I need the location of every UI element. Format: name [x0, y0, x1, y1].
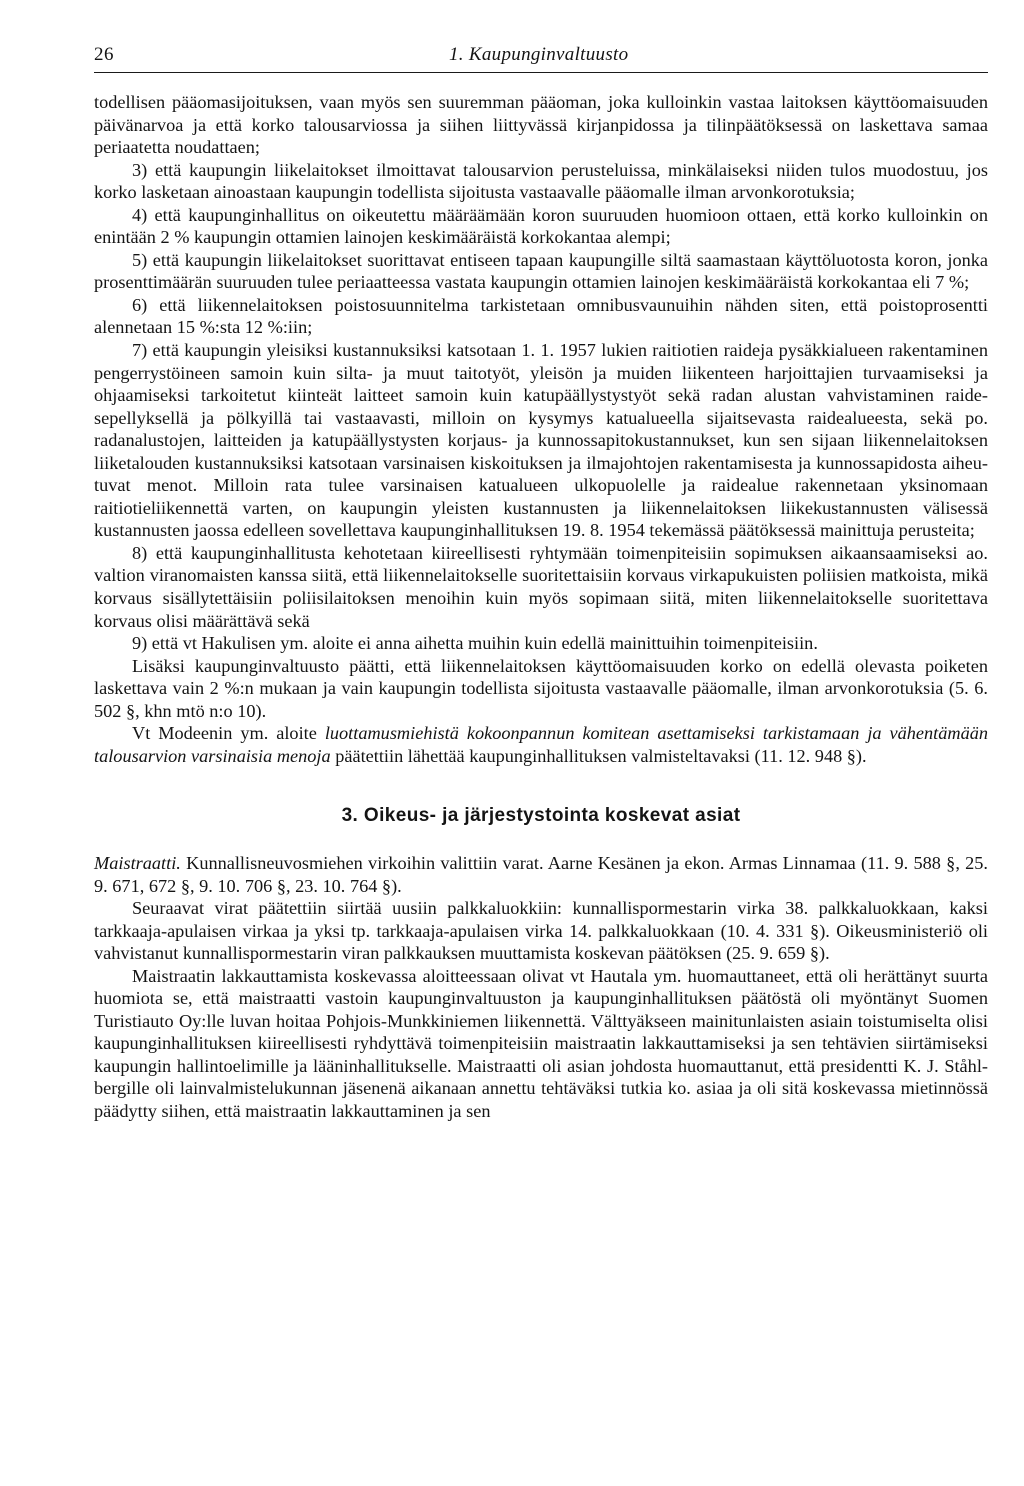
- body-text: [94, 91, 988, 1123]
- list-item-3: 3) että kaupungin liikelaitokset ilmoittavat talousarvion perusteluissa, minkälaiseksi niiden tulos muodostuu, jos korko lasketaan ainoastaan kaupungin todellista sijoitusta vastaavalle pääomalle ilman arvonkorotuksia;: [94, 159, 988, 203]
- page-header: [94, 38, 988, 73]
- initiative-title: luottamusmiehistä kokoonpannun komitean asettamiseksi tarkistamaan ja vähentämään talousarvion varsinaisia menoja: [94, 723, 988, 766]
- section-heading: 3. Oikeus- ja järjestystointa koskevat asiat: [341, 805, 741, 827]
- paragraph-maistraatti: [94, 852, 988, 897]
- run-in-heading: Maistraatti.: [94, 852, 181, 873]
- page-number: 26: [94, 44, 114, 65]
- list-item-9: 9) että vt Hakulisen ym. aloite ei anna aihetta muihin kuin edellä mainittuihin toimenpiteisiin.: [132, 633, 818, 654]
- paragraph-salary-classes: Seuraavat virat päätettiin siirtää uusiin palkkaluokkiin: kunnallispormestarin virka 38. palkkaluokkaan, kaksi tarkkaaja-apulaisen virkaa ja yksi tp. tarkkaaja-apulaisen virka 14. palkkaluokkaan (10. 4. 331 §). Oikeusministeriö oli vahvistanut kunnallispormestarin viran palkkauksen muuttamista koskevan päätöksen (25. 9. 659 §).: [94, 898, 988, 964]
- running-head: 1. Kaupunginvaltuusto: [449, 44, 629, 65]
- maistraatti-text: Kunnallisneuvosmiehen virkoihin valittiin varat. Aarne Kesänen ja ekon. Armas Linnamaa (11. 9. 588 §, 25. 9. 671, 672 §, 9. 10. 706 §, 23. 10. 764 §).: [94, 852, 988, 896]
- paragraph-continuation: todellisen pääomasijoituksen, vaan myös sen suuremman pääoman, joka kulloinkin vastaa laitoksen käyttöomaisuuden päivänarvoa ja että korko talousarviossa ja siihen liittyvässä kirjanpidossa ja tilinpäätöksessä on laskettava samaa periaatetta noudattaen;: [94, 92, 988, 158]
- paragraph-interest-rate: Lisäksi kaupunginvaltuusto päätti, että liikennelaitoksen käyttöomaisuuden korko on edellä olevasta poiketen laskettava vain 2 %:n mukaan ja vain kaupungin todellista sijoitusta vastaavalle pääomalle, ilman arvonkorotuksia (5. 6. 502 §, khn mtö n:o 10).: [94, 655, 988, 721]
- list-item-5: 5) että kaupungin liikelaitokset suorittavat entiseen tapaan kaupungille siltä saamastaan käyttöluotosta koron, jonka prosenttimäärän suuruuden tulee periaatteessa vastata kaupungin ottamien lainojen keskimääräistä korkokantaa eli 7 %;: [94, 249, 988, 293]
- list-item-7: 7) että kaupungin yleisiksi kustannuksiksi katsotaan 1. 1. 1957 lukien raitiotien raideja pysäkkialueen rakentaminen pengerrystöineen samoin kuin silta- ja muut taitotyöt, yleisön ja muiden liikenteen harjoittajien turvaamiseksi ja ohjaamiseksi tarkoitetut kiinteät laitteet samoin kuin katupäällystystyöt sekä radan alustan vahvistaminen raidesepellyksellä ja pölkyillä tai vastaavasti, milloin on kysymys katualueella sijaitsevasta raidealueesta, sekä po. radanalustojen, laitteiden ja katupäällystysten korjaus- ja kunnossapitokustannukset, kun sen sijaan liikennelaitoksen liiketalouden kustannuksiksi katsotaan varsinaisen kiskoituksen ja ilmajohtojen rakentamisesta ja kunnossapidosta aiheutuvat menot. Milloin rata tulee varsinaisen katualueen ulkopuolelle ja raidealue rakennetaan yksinomaan raitiotieliikennettä varten, on kaupungin yleisten kustannusten ja liikennelaitoksen liikekustannusten välisessä kustannusten jaossa edelleen sovellettava kaupunginhallituksen 19. 8. 1954 tekemässä päätöksessä mainittuja perusteita;: [94, 340, 988, 541]
- paragraph-abolition: Maistraatin lakkauttamista koskevassa aloitteessaan olivat vt Hautala ym. huomauttaneet, että oli herättänyt suurta huomiota se, että maistraatti vastoin kaupunginvaltuuston ja kaupunginhallituksen päätöstä oli myöntänyt Suomen Turistiauto Oy:lle luvan hoitaa Pohjois-Munkkiniemen liikennettä. Välttyäkseen mainitunlaisten asiain toistumiselta olisi kaupunginhallituksen kiireellisesti ryhdyttävä toimenpiteisiin maistraatin lakkauttamiseksi ja sen tehtävien siirtämiseksi kaupungin hallintoelimille ja lääninhallitukselle. Maistraatti oli asian johdosta huomauttanut, että presidentti K. J. Ståhlbergille oli lainvalmistelukunnan jäsenenä aikanaan annettu tehtäväksi tutkia ko. asiaa ja oli sitä koskevassa mietinnössä päädytty siihen, että maistraatin lakkauttaminen ja sen: [94, 965, 988, 1121]
- initiative-text-tail: päätettiin lähettää kaupunginhallituksen valmisteltavaksi (11. 12. 948 §).: [330, 745, 867, 766]
- initiative-text-lead: Vt Modeenin ym. aloite: [132, 723, 325, 744]
- list-item-8: 8) että kaupunginhallitusta kehotetaan kiireellisesti ryhtymään toimenpiteisiin sopimuksen aikaansaamiseksi ao. valtion viranomaisten kanssa siitä, että liikennelaitokselle suoritettaisiin korvaus virkapukuisten poliisien matkoista, mikä korvaus sisällytettäisiin poliisilaitoksen menoihin kuin myös sopimaan siitä, miten liikennelaitokselle suoritettava korvaus olisi määrättävä sekä: [94, 542, 988, 631]
- paragraph-modeen-initiative: [94, 722, 988, 767]
- list-item-6: 6) että liikennelaitoksen poistosuunnitelma tarkistetaan omnibusvaunuihin nähden siten, että poistoprosentti alennetaan 15 %:sta 12 %:iin;: [94, 294, 988, 338]
- list-item-4: 4) että kaupunginhallitus on oikeutettu määräämään koron suuruuden huomioon ottaen, että korko kulloinkin on enintään 2 % kaupungin ottamien lainojen keskimääräistä korkokantaa alempi;: [94, 204, 988, 248]
